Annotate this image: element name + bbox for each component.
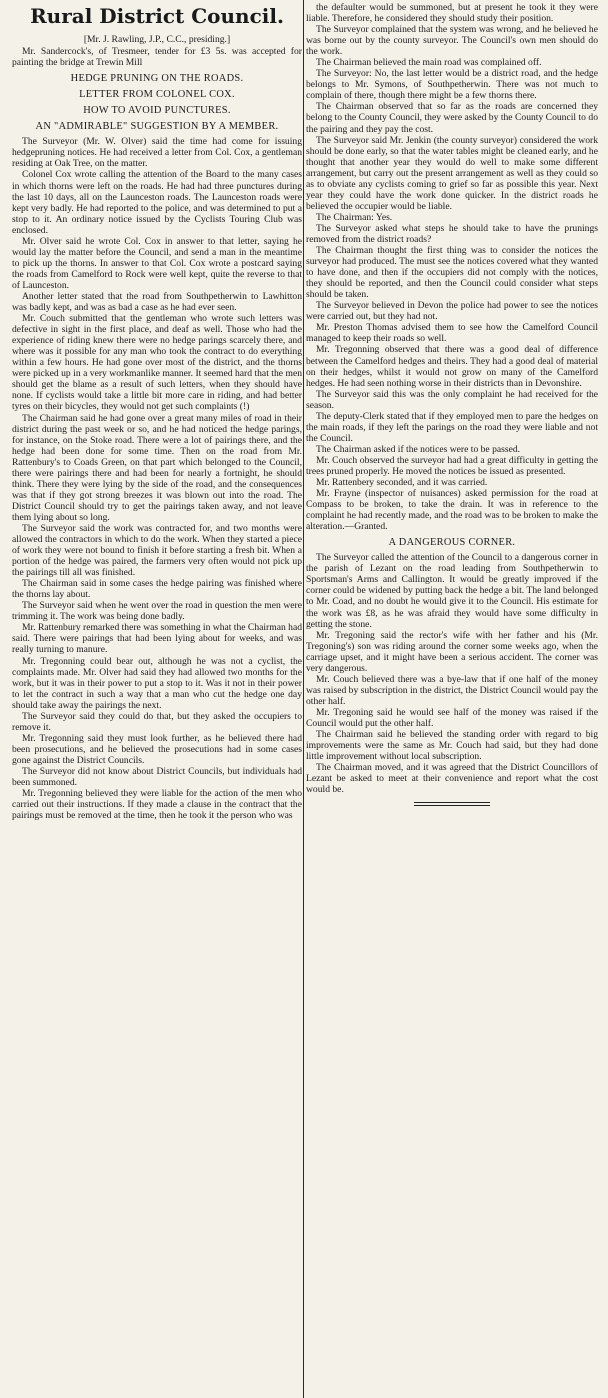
article-paragraph: The Surveyor asked what steps he should take to have the prunings removed from the district roads? (306, 222, 598, 245)
article-paragraph: The Chairman asked if the notices were to be passed. (316, 443, 521, 455)
article-paragraph: Mr. Couch observed the surveyor had had a great difficulty in getting the trees pruned properly. He moved the notices be issued as presented. (306, 454, 598, 477)
article-paragraph: The Surveyor said Mr. Jenkin (the county surveyor) considered the work should be done early, so that the water tables might be cleaned early, and he thought that another year they would do well to make some different arrangement, but carry out the present arrangement as well as they could so as to obviate any cyclists coming to grief so far as possible this year. Next year they could have the work done quicker. In the district roads he believed the occupier would be liable. (306, 134, 598, 212)
dangerous-corner-paragraphs (306, 552, 598, 795)
hedge-pruning-paragraphs (12, 136, 302, 821)
presiding-note: [Mr. J. Rawling, J.P., C.C., presiding.] (83, 34, 231, 45)
article-paragraph: The Surveyor: No, the last letter would be a district road, and the hedge belongs to Mr. Symons, of Southpetherwin. There was not much to complain of there, though there might be a few thorns there. (306, 68, 598, 102)
article-paragraph: Mr. Tregonning said they must look further, as he believed there had been prosecutions, and he believed the prosecutions had in some cases gone against the District Councils. (12, 732, 302, 766)
left-column (12, 0, 302, 821)
subhead-suggestion: AN "ADMIRABLE" SUGGESTION BY A MEMBER. (35, 121, 279, 133)
column-divider (303, 0, 304, 1398)
article-paragraph: The Surveyor complained that the system was wrong, and he believed he was borne out by the county surveyor. The Council's own men should do the work. (306, 24, 598, 58)
article-paragraph: Mr. Tregonning observed that there was a good deal of difference between the Camelford hedges and theirs. They had a good deal of material on their hedges, whilst it would not grow on many of the Camelford hedges. He had seen nothing worse in their districts than in Devonshire. (306, 344, 598, 389)
subhead-hedge-pruning: HEDGE PRUNING ON THE ROADS. (70, 73, 244, 85)
article-paragraph: The Chairman moved, and it was agreed that the District Councillors of Lezant be asked to meet at their convenience and report what the cost would be. (306, 762, 598, 796)
article-paragraph: Mr. Rattenbery seconded, and it was carried. (316, 477, 488, 489)
article-paragraph: The Chairman said in some cases the hedge pairing was finished where the thorns lay about. (12, 578, 302, 601)
intro-paragraphs (12, 46, 302, 68)
article-paragraph: Mr. Tregonning believed they were liable for the action of the men who carried out their instructions. If they made a clause in the contract that the pairings must be removed at the time, then he took it the person who was (12, 788, 302, 822)
article-paragraph: The Chairman observed that so far as the roads are concerned they belong to the County Council, they were asked by the County Council to do the pairing and they pay the cost. (306, 101, 598, 135)
article-paragraph: Another letter stated that the road from Southpetherwin to Lawhitton was badly kept, and was as bad a case as he had ever seen. (12, 290, 302, 314)
subhead-letter: LETTER FROM COLONEL COX. (79, 89, 235, 101)
article-paragraph: The Surveyor said when he went over the road in question the men were trimming it. The work was being done badly. (12, 600, 302, 623)
article-paragraph: The Chairman thought the first thing was to consider the notices the surveyor had produced. The must see the notices covered what they wanted to have done, and then if the occupiers did not comply with the notices, they should be reported, and then the Council could consider what steps should be taken. (306, 245, 598, 301)
article-paragraph: Mr. Sandercock's, of Tresmeer, tender for £3 5s. was accepted for painting the bridge at Trewin Mill (12, 46, 302, 69)
article-paragraph: Mr. Tregoning said he would see half of the money was raised if the Council would put the other half. (306, 706, 598, 729)
end-rule (414, 802, 490, 806)
article-paragraph: Colonel Cox wrote calling the attention of the Board to the many cases in which thorns were left on the roads. He had had three punctures during the last 10 days, all on the Launceston roads. The Launceston roads were kept very badly. He had reported to the police, and was determined to put a stop to it. An ordinary notice issued by the Cyclists Touring Club was enclosed. (12, 169, 302, 236)
right-column (306, 2, 598, 806)
article-paragraph: Mr. Preston Thomas advised them to see how the Camelford Council managed to keep their roads so well. (306, 322, 598, 345)
article-paragraph: The Surveyor said they could do that, but they asked the occupiers to remove it. (12, 710, 302, 733)
article-paragraph: Mr. Rattenbury remarked there was something in what the Chairman had said. There were pairings that had been lying about for weeks, and was really turning to manure. (12, 622, 303, 656)
article-paragraph: Mr. Tregoning said the rector's wife with her father and his (Mr. Tregoning's) son was riding around the corner some weeks ago, when the carriage upset, and it might have been a serious accident. The corner was very dangerous. (306, 629, 598, 674)
article-paragraph: The Chairman said he had gone over a great many miles of road in their district during the past week or so, and he had noticed the hedge parings, for instance, on the Stoke road. There were a lot of pairings there, and the hedge had been done for some time. Then on the road from Mr. Rattenbury's to Coads Green, on that part which belonged to the Council, there were pairings there and had been for nearly a fortnight, he should think. There they were lying by the side of the road, and the consequences was that if they got strong breezes it was blown out into the road. The District Council should try to get the pairings taken away, and not leave them lying about so long. (12, 412, 302, 523)
article-paragraph: Mr. Olver said he wrote Col. Cox in answer to that letter, saying he would lay the matter before the Council, and send a man in the meantime to pick up the thorns. In answer to that Col. Cox wrote a postcard saying the roads from Camelford to Rock were well kept, quite the reverse to that of Launceston. (12, 235, 302, 291)
article-paragraph: Mr. Frayne (inspector of nuisances) asked permission for the road at Compass to be broken, to take the drain. It was in reference to the complaint he had recently made, and the road was to be broken to make the alteration.—Granted. (306, 488, 598, 533)
article-paragraph: Mr. Couch believed there was a bye-law that if one half of the money was raised by subscription in the district, the District Council would pay the other half. (306, 673, 598, 707)
article-masthead: Rural District Council. (30, 4, 284, 28)
subhead-dangerous-corner: A DANGEROUS CORNER. (388, 537, 516, 549)
article-paragraph: The deputy-Clerk stated that if they employed men to pare the hedges on the main roads, if they left the parings on the road they were liable and not the Council. (306, 410, 598, 444)
article-paragraph: The Chairman said he believed the standing order with regard to big improvements were the same as Mr. Couch had said, but they had done little improvement without local subscription. (306, 729, 598, 763)
article-paragraph: The Surveyor (Mr. W. Olver) said the time had come for issuing hedgepruning notices. He had received a letter from Col. Cox, a gentleman residing at Oak Tree, on the matter. (12, 136, 302, 170)
article-paragraph: the defaulter would be summoned, but at present he took it they were liable. Therefore, he considered they should study their position. (306, 2, 598, 25)
article-paragraph: The Surveyor said the work was contracted for, and two months were allowed the contractors in which to do the work. When they started a piece of work they were not bound to finish it before starting a fresh bit. When a portion of the hedge was paired, the farmers very often would not pick up the pairings till all was finished. (12, 522, 302, 579)
continued-paragraphs (306, 2, 598, 532)
subhead-punctures: HOW TO AVOID PUNCTURES. (83, 105, 231, 117)
article-paragraph: Mr. Tregonning could bear out, although he was not a cyclist, the complaints made. Mr. Olver had said they had allowed two months for the work, but it was in their power to put a stop to it. Was it not in their power to let the contract in such a way that a man who cut the hedge one day should take away the pairings the next. (12, 655, 302, 711)
article-paragraph: The Chairman: Yes. (316, 211, 393, 223)
article-paragraph: The Surveyor did not know about District Councils, but individuals had been summoned. (12, 766, 302, 789)
article-paragraph: The Surveyor called the attention of the Council to a dangerous corner in the parish of Lezant on the road leading from Southpetherwin to Sportsman's Arms and Callington. It would be greatly improved if the corner could be widened by putting back the hedge a bit. The land belonged to Mr. Coad, and no doubt he would give it to the Council. His estimate for the work was £8, as he was afraid they would have some difficulty in getting the stone. (306, 552, 598, 630)
article-paragraph: The Surveyor believed in Devon the police had power to see the notices were carried out, but they had not. (306, 300, 598, 323)
article-paragraph: Mr. Couch submitted that the gentleman who wrote such letters was defective in sight in the first place, and deaf as well. Those who had the experience of riding knew there were no hedge parings scarcely there, and where was it possible for any man who took the contract to do everything within a few hours. He had gone over most of the district, and the thorns were picked up in a very workmanlike manner. It seemed hard that the men should get the blame as a result of such letters, when they should have none. If cyclists would take a little bit more care in riding, and had better tyres on their bicycles, they would not get such complaints (!) (12, 313, 302, 413)
article-paragraph: The Chairman believed the main road was complained off. (316, 57, 542, 69)
article-paragraph: The Surveyor said this was the only complaint he had received for the season. (306, 388, 598, 411)
